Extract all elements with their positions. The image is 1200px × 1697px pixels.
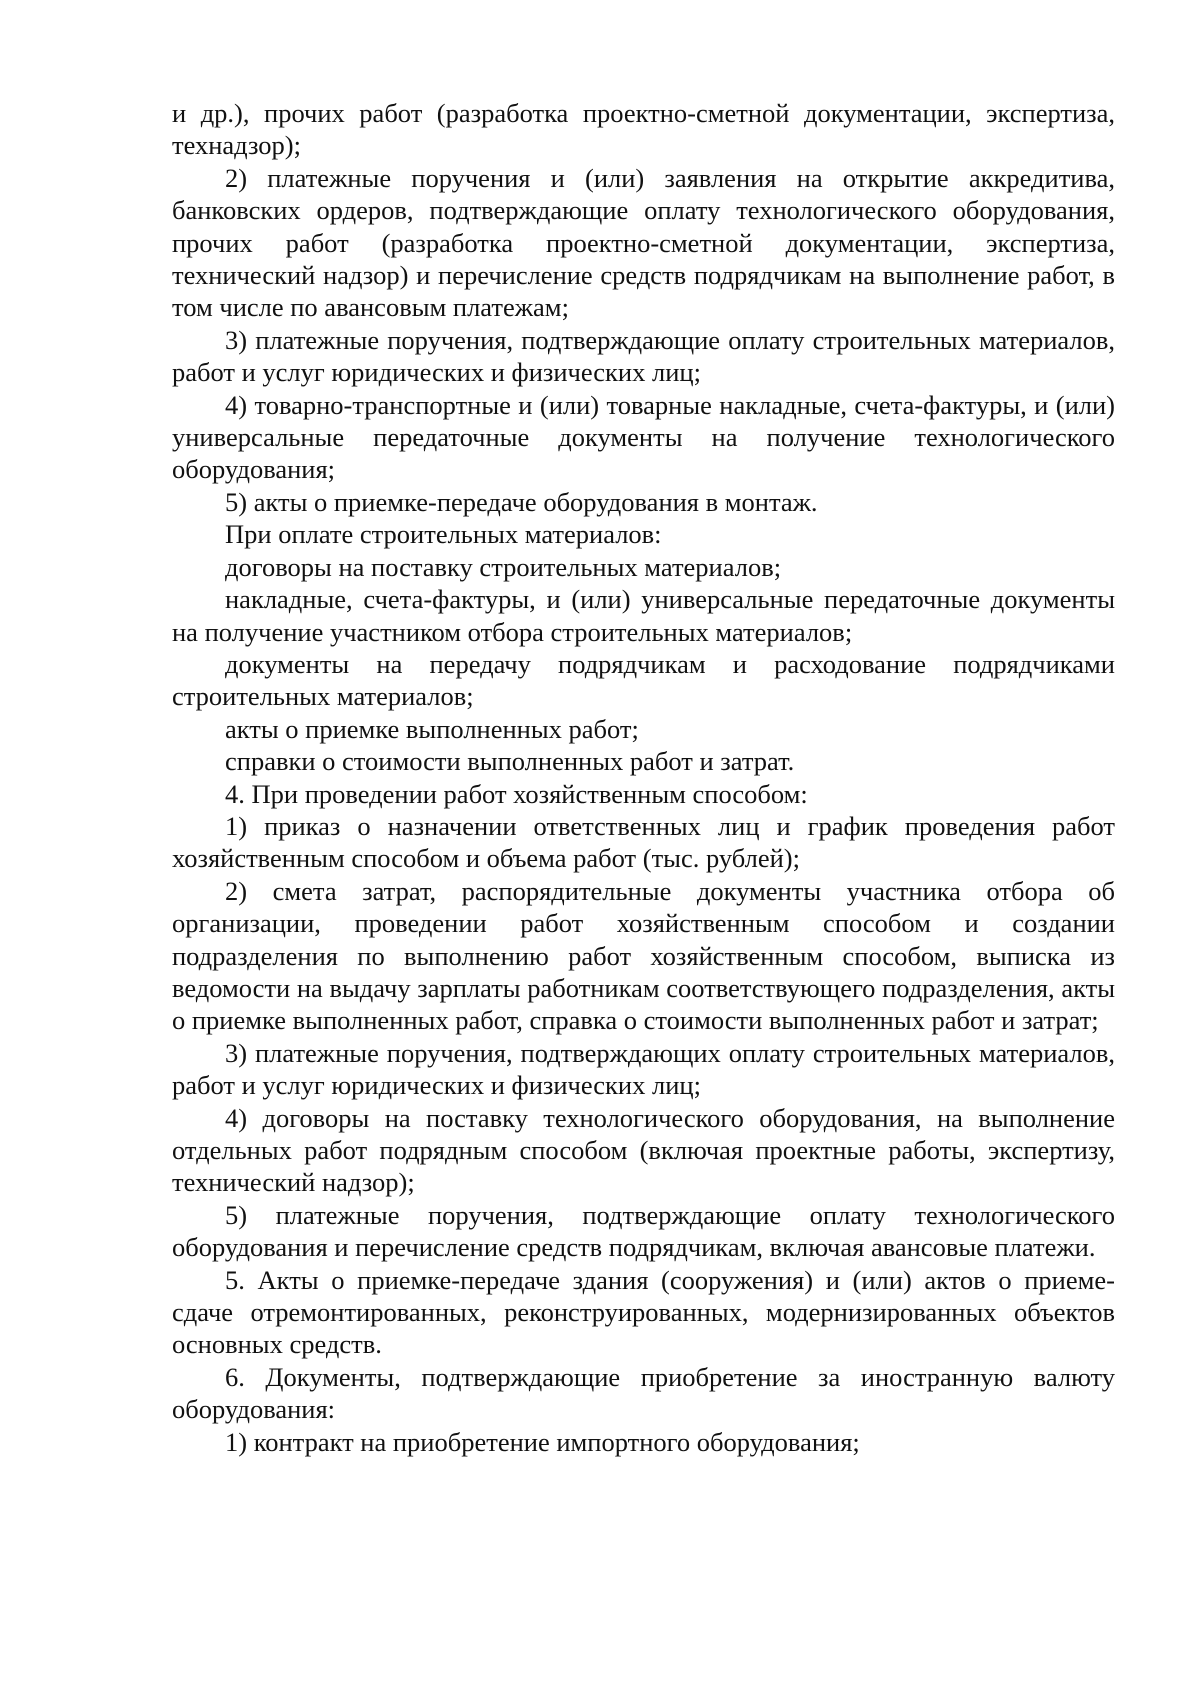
paragraph: 4. При проведении работ хозяйственным способом: (225, 778, 808, 809)
paragraph: 6. Документы, подтверждающие приобретение за иностранную валюту оборудования: (172, 1361, 1115, 1425)
paragraph: 1) приказ о назначении ответственных лиц и график проведения работ хозяйственным способом и объема работ (тыс. рублей); (172, 810, 1115, 874)
paragraph: При оплате строительных материалов: (225, 519, 662, 550)
paragraph: акты о приемке выполненных работ; (225, 713, 639, 744)
paragraph: 1) контракт на приобретение импортного оборудования; (225, 1426, 860, 1457)
paragraph: и др.), прочих работ (разработка проектно-сметной документации, экспертиза, технадзор); (172, 98, 1115, 161)
paragraph: 2) платежные поручения и (или) заявления на открытие аккредитива, банковских ордеров, подтверждающие оплату технологического оборудования, прочих работ (разработка проектно-сметной документации, экспертиза, технический надзор) и перечисление средств подрядчикам на выполнение работ, в том числе по авансовым платежам; (172, 162, 1115, 323)
paragraph: 5) акты о приемке-передаче оборудования в монтаж. (225, 486, 818, 517)
paragraph: документы на передачу подрядчикам и расходование подрядчиками строительных материалов; (172, 648, 1115, 712)
paragraph: 3) платежные поручения, подтверждающих оплату строительных материалов, работ и услуг юридических и физических лиц; (172, 1037, 1115, 1101)
paragraph: 4) товарно-транспортные и (или) товарные накладные, счета-фактуры, и (или) универсальные передаточные документы на получение технологического оборудования; (172, 389, 1115, 485)
paragraph: 5. Акты о приемке-передаче здания (сооружения) и (или) актов о приеме-сдаче отремонтированных, реконструированных, модернизированных объектов основных средств. (172, 1264, 1115, 1360)
paragraph: справки о стоимости выполненных работ и затрат. (225, 746, 795, 777)
paragraph: 5) платежные поручения, подтверждающие оплату технологического оборудования и перечисление средств подрядчикам, включая авансовые платежи. (172, 1199, 1115, 1263)
document-page (172, 97, 1115, 1458)
paragraph: 3) платежные поручения, подтверждающие оплату строительных материалов, работ и услуг юридических и физических лиц; (172, 324, 1115, 388)
paragraph: 4) договоры на поставку технологического оборудования, на выполнение отдельных работ подрядным способом (включая проектные работы, экспертизу, технический надзор); (172, 1102, 1115, 1198)
paragraph: договоры на поставку строительных материалов; (225, 551, 782, 582)
paragraph: накладные, счета-фактуры, и (или) универсальные передаточные документы на получение участником отбора строительных материалов; (172, 584, 1115, 647)
paragraph: 2) смета затрат, распорядительные документы участника отбора об организации, проведении работ хозяйственным способом и создании подразделения по выполнению работ хозяйственным способом, выписка из ведомости на выдачу зарплаты работникам соответствующего подразделения, акты о приемке выполненных работ, справка о стоимости выполненных работ и затрат; (172, 875, 1115, 1036)
